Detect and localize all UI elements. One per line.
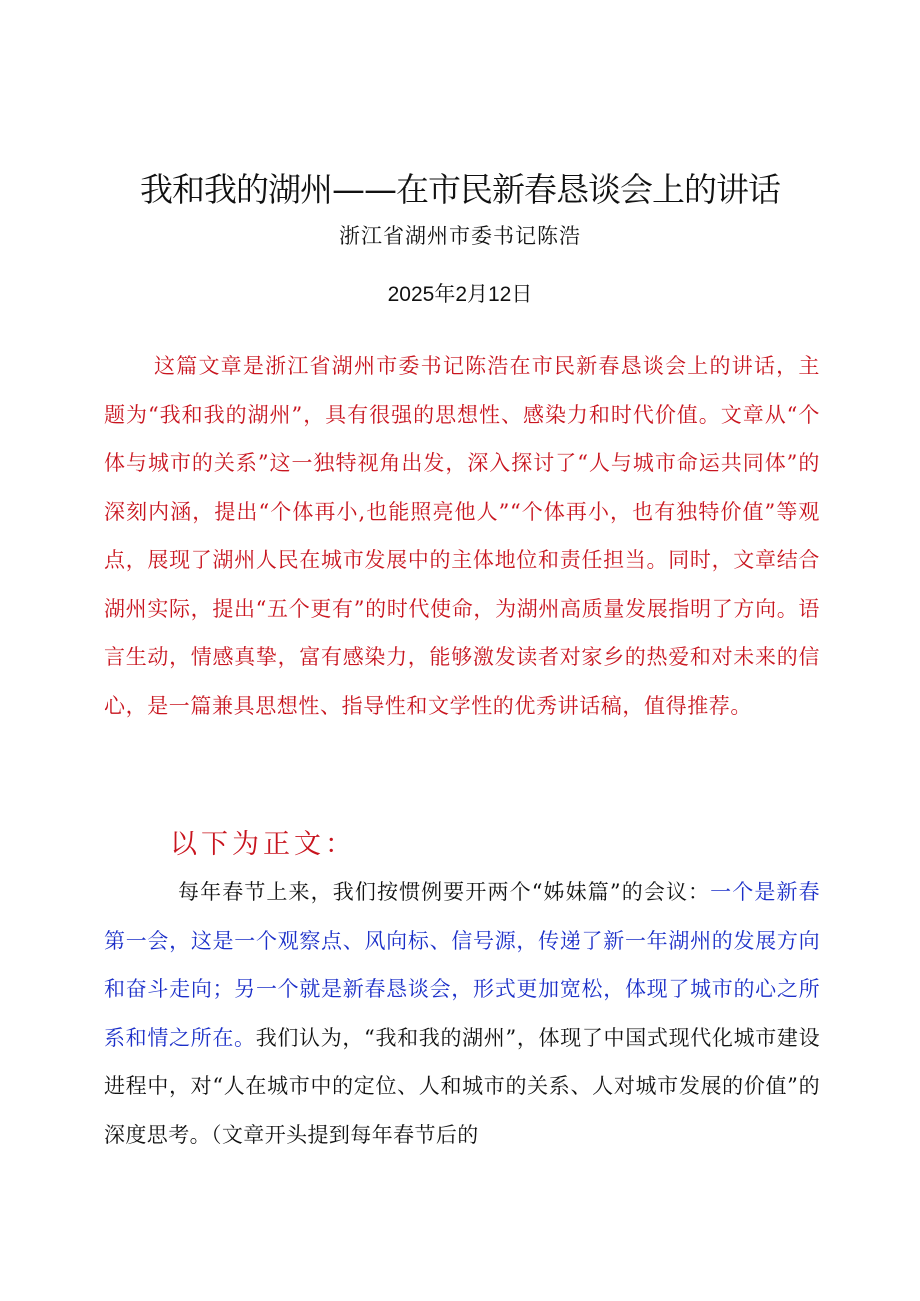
body-text-part3: 我们认为，“我和我的湖州”，体现了中国式现代化城市建设进程中，对“人在城市中的定位、人和城市的关系、人对城市发展的价值”的深度思考。（文章开头提到每年春节后的 [104, 1025, 820, 1147]
body-text-part1: 每年春节上来，我们按惯例要开两个“姊妹篇”的会议： [178, 880, 711, 904]
intro-paragraph: 这篇文章是浙江省湖州市委书记陈浩在市民新春恳谈会上的讲话，主题为“我和我的湖州”，具有很强的思想性、感染力和时代价值。文章从“个体与城市的关系”这一独特视角出发，深入探讨了“人与城市命运共同体”的深刻内涵，提出“个体再小,也能照亮他人”“个体再小，也有独特价值”等观点，展现了湖州人民在城市发展中的主体地位和责任担当。同时，文章结合湖州实际，提出“五个更有”的时代使命，为湖州高质量发展指明了方向。语言生动，情感真挚，富有感染力，能够激发读者对家乡的热爱和对未来的信心，是一篇兼具思想性、指导性和文学性的优秀讲话稿，值得推荐。 [104, 354, 820, 718]
section-heading: 以下为正文： [170, 829, 356, 860]
document-title: 我和我的湖州——在市民新春恳谈会上的讲话 [140, 170, 780, 209]
date-line: 2025年2月12日 [387, 283, 533, 306]
body-paragraph [104, 868, 820, 1159]
author-line: 浙江省湖州市委书记陈浩 [339, 224, 581, 248]
body-text-highlight: 一个是新春第一会，这是一个观察点、风向标、信号源，传递了新一年湖州的发展方向和奋斗走向；另一个就是新春恳谈会，形式更加宽松，体现了城市的心之所系和情之所在。 [104, 880, 820, 1050]
